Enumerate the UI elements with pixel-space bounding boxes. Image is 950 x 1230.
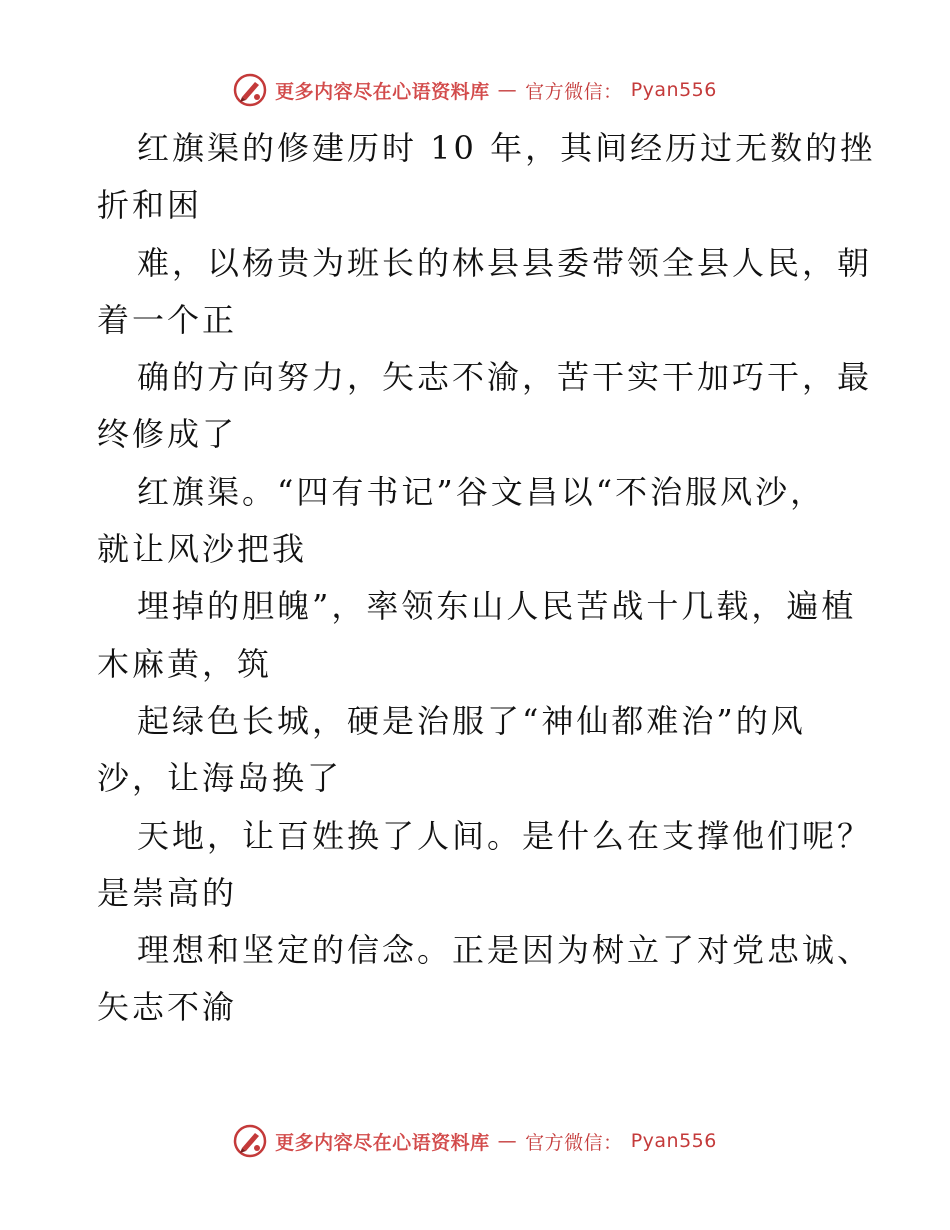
pen-logo-icon [233,1124,267,1158]
header-wechat-label: 官方微信： [525,80,623,103]
header-wechat-id: Pyan556 [630,79,717,101]
footer-separator: — [497,1130,518,1152]
body-line: 就让风沙把我 [97,530,308,569]
body-line: 沙，让海岛换了 [97,759,343,798]
body-line: 起绿色长城，硬是治服了“神仙都难治”的风 [137,701,806,740]
document-body [97,120,876,1037]
header-separator: — [497,79,518,101]
footer-wechat-label: 官方微信： [525,1131,623,1154]
body-line: 矢志不渝 [97,988,238,1027]
footer-site-text: 更多内容尽在心语资料库 [275,1131,490,1154]
body-line: 确的方向努力，矢志不渝，苦干实干加巧干，最 [137,358,873,397]
body-line: 终修成了 [97,415,238,454]
body-line: 难，以杨贵为班长的林县县委带领全县人民，朝 [137,243,873,282]
body-line: 红旗渠。“四有书记”谷文昌以“不治服风沙， [137,472,826,511]
footer-watermark-banner [0,1121,950,1161]
body-line: 埋掉的胆魄”，率领东山人民苦战十几载，遍植 [137,587,857,626]
header-watermark-banner [0,70,950,110]
body-line: 折和困 [97,186,203,225]
footer-wechat-id: Pyan556 [630,1130,717,1152]
header-site-text: 更多内容尽在心语资料库 [275,80,490,103]
body-line: 红旗渠的修建历时 10 年，其间经历过无数的挫 [137,129,876,167]
body-line: 木麻黄，筑 [97,644,273,683]
pen-logo-icon [233,73,267,107]
body-line: 是崇高的 [97,873,238,912]
body-line: 天地，让百姓换了人间。是什么在支撑他们呢？ [137,816,873,855]
body-line: 着一个正 [97,300,238,339]
body-line: 理想和坚定的信念。正是因为树立了对党忠诚、 [137,931,873,970]
